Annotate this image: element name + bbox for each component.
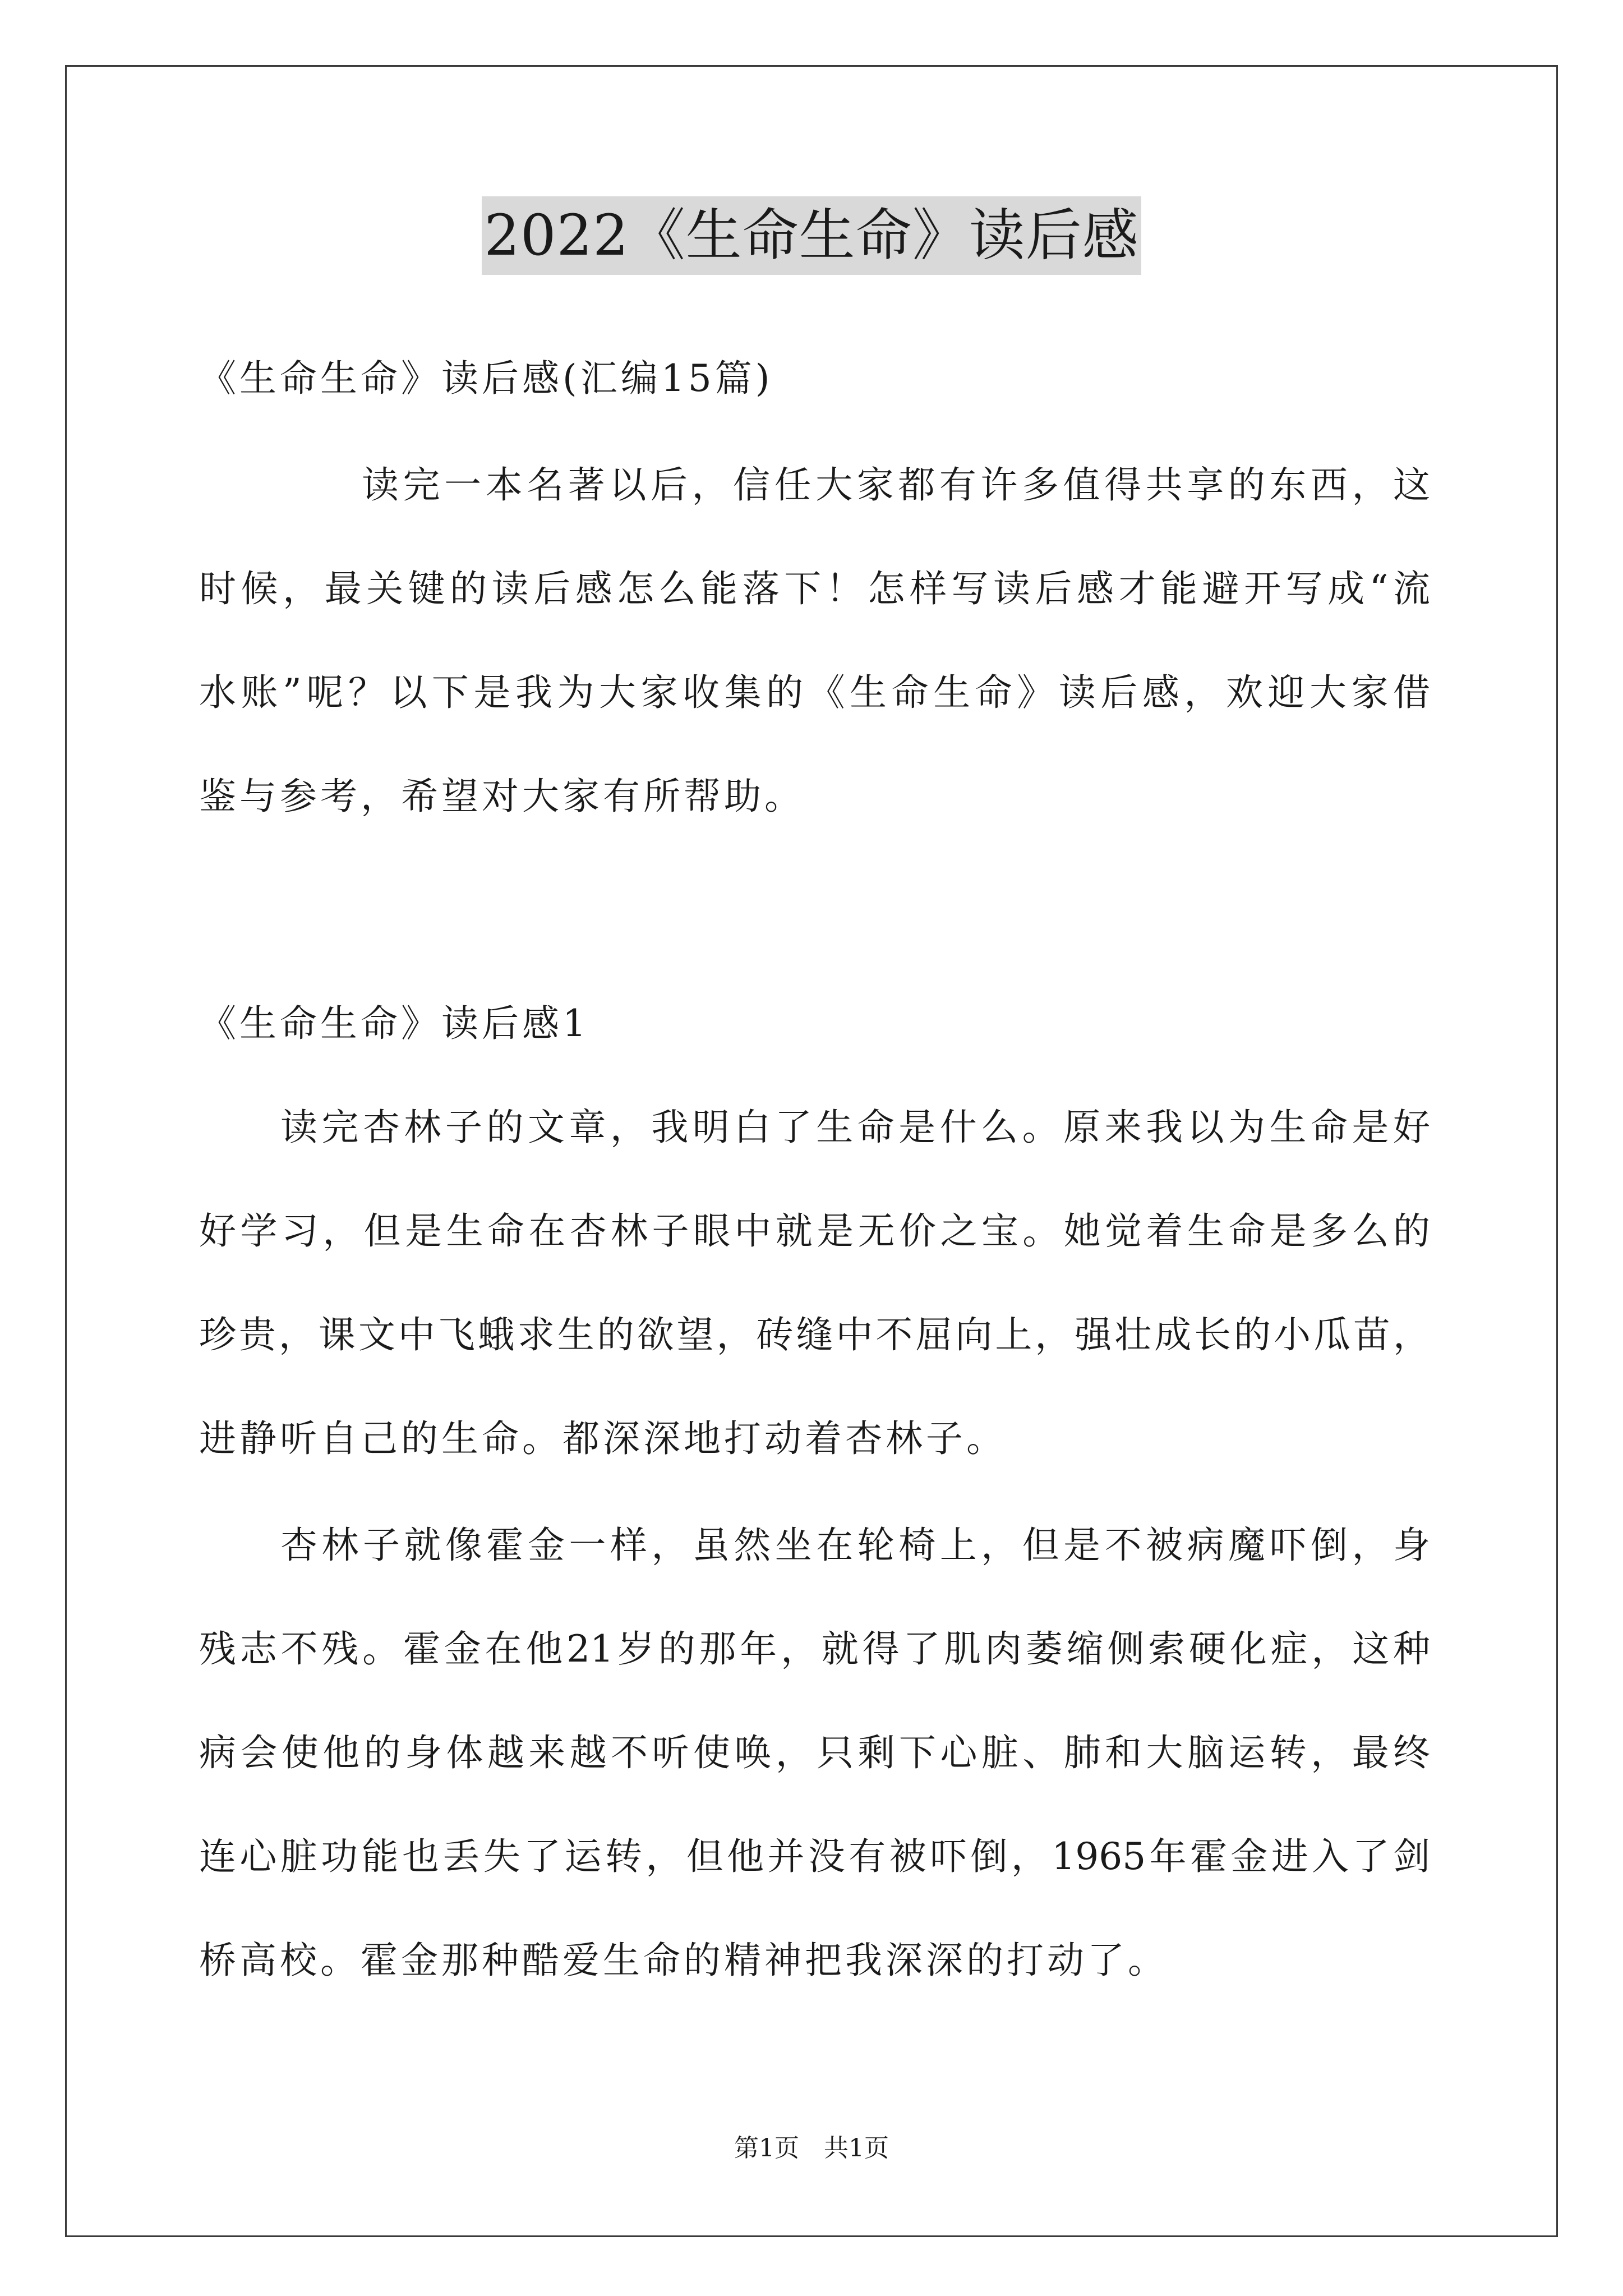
document-title: 2022《生命生命》读后感 [482,196,1141,275]
paragraph1-line-2: 好学习，但是生命在杏林子眼中就是无价之宝。她觉着生命是多么的 [199,1209,1430,1253]
document-subtitle: 《生命生命》读后感(汇编15篇) [199,357,773,400]
intro-line-1: 读完一本名著以后，信任大家都有许多值得共享的东西，这 [362,463,1430,507]
paragraph2-line-4: 连心脏功能也丢失了运转，但他并没有被吓倒，1965年霍金进入了剑 [199,1835,1430,1878]
paragraph1-line-1: 读完杏林子的文章，我明白了生命是什么。原来我以为生命是好 [280,1106,1430,1149]
intro-line-3: 水账”呢？以下是我为大家收集的《生命生命》读后感，欢迎大家借 [199,671,1430,714]
intro-line-2: 时候，最关键的读后感怎么能落下！怎样写读后感才能避开写成“流 [199,567,1430,610]
page-footer: 第1页 共1页 [734,2134,889,2162]
intro-line-4: 鉴与参考，希望对大家有所帮助。 [199,775,805,818]
paragraph1-line-4: 进静听自己的生命。都深深地打动着杏林子。 [199,1417,1007,1460]
paragraph1-line-3: 珍贵，课文中飞蛾求生的欲望，砖缝中不屈向上，强壮成长的小瓜苗， [199,1313,1430,1356]
paragraph2-line-3: 病会使他的身体越来越不听使唤，只剩下心脏、肺和大脑运转，最终 [199,1731,1430,1774]
paragraph2-line-5: 桥高校。霍金那种酷爱生命的精神把我深深的打动了。 [199,1939,1168,1982]
paragraph2-line-2: 残志不残。霍金在他21岁的那年，就得了肌肉萎缩侧索硬化症，这种 [199,1627,1430,1671]
section-heading: 《生命生命》读后感1 [199,1002,589,1045]
title-container [0,196,1623,275]
paragraph2-line-1: 杏林子就像霍金一样，虽然坐在轮椅上，但是不被病魔吓倒，身 [280,1524,1430,1567]
